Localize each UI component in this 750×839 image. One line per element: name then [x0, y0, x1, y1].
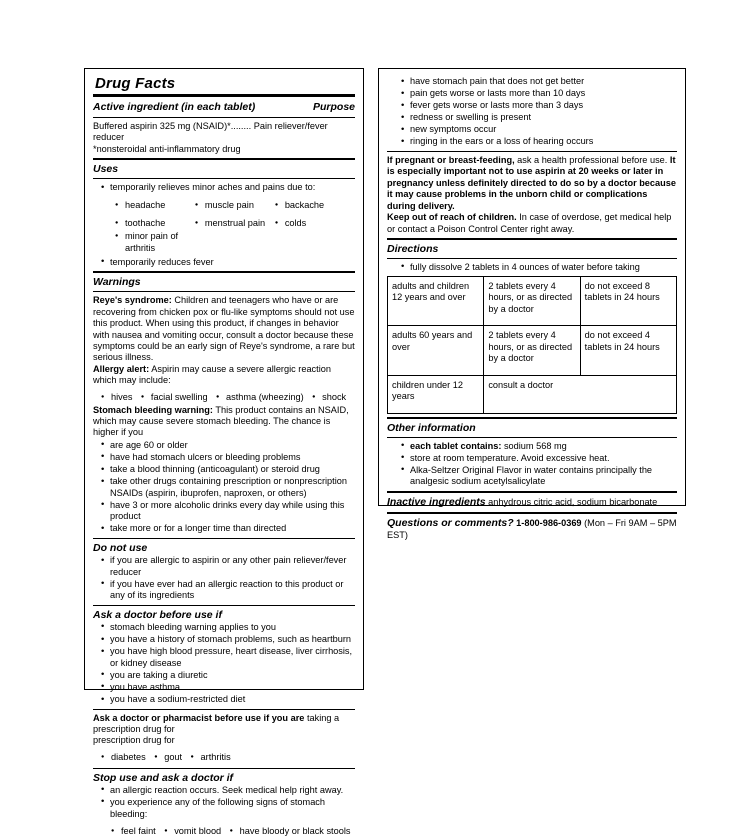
- list-item: ● gout: [154, 752, 182, 764]
- list-item: • temporarily reduces fever: [101, 257, 355, 269]
- list-item: • you have a history of stomach problems, such as heartburn: [101, 634, 355, 646]
- allergy-symptom-list: [101, 387, 355, 405]
- ask-pharmacist-paragraph: [93, 713, 355, 736]
- other-information-list: [387, 441, 677, 488]
- table-cell-dose: consult a doctor: [484, 375, 677, 413]
- questions-phone: 1-800-986-0369: [513, 517, 585, 528]
- bleeding-text: This product contains an NSAID, which may cause severe stomach bleeding. The chance is higher if you: [93, 404, 349, 438]
- page-title: Drug Facts: [95, 75, 176, 92]
- divider-med-r3: [387, 491, 677, 493]
- divider-thin-4: [93, 538, 355, 539]
- active-ingredient-footnote: *nonsteroidal anti-inflammatory drug: [93, 143, 241, 154]
- divider-thin-r3: [387, 437, 677, 438]
- reyes-label: Reye's syndrome:: [93, 295, 172, 306]
- allergy-label: Allergy alert:: [93, 363, 150, 374]
- bleeding-label: Stomach bleeding warning:: [93, 404, 213, 415]
- table-row: [388, 276, 677, 326]
- tablet-contains-value: sodium 568 mg: [501, 440, 567, 451]
- list-item: ● arthritis: [191, 752, 231, 764]
- purpose-heading: Purpose: [312, 101, 355, 113]
- reyes-syndrome-paragraph: [93, 295, 355, 363]
- overdose-text: In case of overdose, get medical help or contact a Poison Control Center right away.: [387, 212, 672, 234]
- list-item: • fully dissolve 2 tablets in 4 ounces of water before taking: [401, 262, 677, 274]
- list-item: ● vomit blood: [164, 826, 221, 838]
- list-item: ● shock: [312, 392, 346, 404]
- prescription-drug-for: prescription drug for: [93, 735, 175, 746]
- stomach-bleeding-signs: [111, 821, 355, 839]
- divider-med-r2: [387, 417, 677, 419]
- active-ingredient-header-row: [93, 100, 355, 114]
- inactive-ingredients-heading: Inactive ingredients: [387, 495, 486, 508]
- divider-thin-1: [93, 117, 355, 118]
- ask-doctor-list: [93, 622, 355, 706]
- list-item: ● diabetes: [101, 752, 146, 764]
- divider-thick: [93, 94, 355, 97]
- dot-leader: ........: [230, 121, 252, 131]
- pregnancy-text-1: ask a health professional before use.: [514, 155, 670, 166]
- list-item: [401, 441, 677, 453]
- do-not-use-heading: Do not use: [93, 542, 148, 555]
- table-cell-dose: 2 tablets every 4 hours, or as directed by a doctor: [484, 276, 580, 326]
- table-cell-dose: 2 tablets every 4 hours, or as directed by a doctor: [484, 326, 580, 376]
- tablet-contains-label: each tablet contains:: [410, 440, 502, 451]
- divider-thin-5: [93, 605, 355, 606]
- list-item: • have had stomach ulcers or bleeding problems: [101, 452, 355, 464]
- ask-pharmacist-tail: taking a prescription drug for: [93, 712, 340, 735]
- dosage-table: [387, 276, 677, 414]
- list-item: ● facial swelling: [141, 392, 208, 404]
- questions-heading: Questions or comments?: [387, 516, 514, 529]
- list-item: ● have bloody or black stools: [230, 826, 351, 838]
- list-item: • an allergic reaction occurs. Seek medical help right away.: [101, 785, 355, 797]
- allergy-text: Aspirin may cause a severe allergic reaction which may include:: [93, 363, 331, 386]
- list-item: • stomach bleeding warning applies to you: [101, 622, 355, 634]
- list-item: • you have high blood pressure, heart disease, liver cirrhosis, or kidney disease: [101, 646, 355, 669]
- list-item: • take a blood thinning (anticoagulant) or steroid drug: [101, 464, 355, 476]
- warnings-heading: Warnings: [93, 276, 141, 289]
- directions-list: [387, 262, 677, 274]
- list-item: • you are taking a diuretic: [101, 670, 355, 682]
- ask-doctor-heading: Ask a doctor before use if: [93, 608, 222, 621]
- list-item: • store at room temperature. Avoid excessive heat.: [401, 453, 677, 465]
- stomach-bleeding-list: [93, 440, 355, 535]
- divider-thin-7: [93, 768, 355, 769]
- list-item: ● backache: [275, 200, 324, 212]
- questions-paragraph: [387, 517, 677, 541]
- list-item: ● minor pain of arthritis: [115, 231, 191, 255]
- pregnancy-bold-mid: It is especially important not to use aspirin at 20 weeks or later in pregnancy unless definitely directed to do so by a doctor because it may cause problems in the unborn child or complications during delivery.: [387, 155, 676, 211]
- list-item: ● headache: [115, 200, 165, 212]
- list-item: • if you have ever had an allergic reaction to this product or any of its ingredients: [101, 579, 355, 602]
- divider-thin-r2: [387, 258, 677, 259]
- stop-use-continued-list: [387, 76, 677, 148]
- list-item: ● toothache: [115, 218, 165, 230]
- list-item: • if you are allergic to aspirin or any other pain reliever/fever reducer: [101, 555, 355, 578]
- active-ingredient-name: Buffered aspirin 325 mg (NSAID)*: [93, 121, 231, 131]
- list-item: • you experience any of the following signs of stomach bleeding:: [101, 797, 355, 820]
- uses-list: [93, 182, 355, 194]
- list-item: ● muscle pain: [195, 200, 254, 212]
- uses-subitems: [115, 195, 355, 256]
- inactive-ingredients-text: anhydrous citric acid, sodium bicarbonate: [485, 496, 658, 507]
- table-cell-age: children under 12 years: [388, 375, 484, 413]
- ask-pharmacist-heading: Ask a doctor or pharmacist before use if you are: [93, 712, 305, 723]
- pregnancy-warning-paragraph: [387, 155, 677, 212]
- stomach-bleeding-paragraph: [93, 405, 355, 439]
- list-item: • temporarily relieves minor aches and pains due to:: [101, 182, 355, 194]
- divider-med-r1: [387, 238, 677, 240]
- list-item: • pain gets worse or lasts more than 10 days: [401, 88, 677, 100]
- divider-thin-3: [93, 291, 355, 292]
- directions-heading: Directions: [387, 242, 439, 255]
- questions-hours: (Mon – Fri 9AM – 5PM EST): [387, 517, 677, 540]
- table-cell-max: do not exceed 4 tablets in 24 hours: [580, 326, 676, 376]
- list-item: • Alka-Seltzer Original Flavor in water contains principally the analgesic sodium acetylsalicylate: [401, 465, 677, 488]
- do-not-use-list: [93, 555, 355, 602]
- list-item: • are age 60 or older: [101, 440, 355, 452]
- inactive-ingredients-paragraph: [387, 496, 677, 509]
- table-cell-max: do not exceed 8 tablets in 24 hours: [580, 276, 676, 326]
- divider-med-1: [93, 158, 355, 160]
- list-item: • fever gets worse or lasts more than 3 days: [401, 100, 677, 112]
- reyes-text: Children and teenagers who have or are recovering from chicken pox or flu-like symptoms should not use this product. When using this product, if changes in behavior with nausea and vomiting occur, consult a doctor because these symptoms could be an early sign of Reye's syndrome, a rare but serious illness.: [93, 295, 355, 363]
- list-item: • you have a sodium-restricted diet: [101, 694, 355, 706]
- purpose-value: Pain reliever/fever reducer: [93, 121, 328, 143]
- drug-facts-left-panel: [84, 68, 364, 837]
- keep-out-of-reach-paragraph: [387, 212, 677, 235]
- list-item: ● colds: [275, 218, 306, 230]
- table-row: [388, 326, 677, 376]
- list-item: • take more or for a longer time than directed: [101, 523, 355, 535]
- list-item: ● asthma (wheezing): [216, 392, 304, 404]
- table-row: [388, 375, 677, 413]
- list-item: ● hives: [101, 392, 132, 404]
- drug-facts-right-panel: [378, 68, 686, 540]
- list-item: ● menstrual pain: [195, 218, 265, 230]
- list-item: • have stomach pain that does not get better: [401, 76, 677, 88]
- pregnancy-bold-lead: If pregnant or breast-feeding,: [387, 155, 515, 166]
- table-cell-age: adults and children 12 years and over: [388, 276, 484, 326]
- list-item: ● feel faint: [111, 826, 156, 838]
- list-item: • you have asthma: [101, 682, 355, 694]
- uses-list-2: [93, 257, 355, 269]
- stop-use-list: [93, 785, 355, 820]
- list-item: • ringing in the ears or a loss of hearing occurs: [401, 136, 677, 148]
- divider-med-r4: [387, 512, 677, 514]
- active-ingredient-line: [93, 121, 355, 144]
- list-item: • redness or swelling is present: [401, 112, 677, 124]
- divider-thin-6: [93, 709, 355, 710]
- keep-out-of-reach-bold: Keep out of reach of children.: [387, 212, 517, 223]
- active-ingredient-heading: Active ingredient (in each tablet): [93, 101, 256, 113]
- allergy-alert-paragraph: [93, 364, 355, 387]
- divider-med-2: [93, 271, 355, 273]
- divider-thin-r1: [387, 151, 677, 152]
- other-information-heading: Other information: [387, 421, 476, 434]
- list-item: • new symptoms occur: [401, 124, 677, 136]
- uses-heading: Uses: [93, 163, 119, 176]
- stop-use-heading: Stop use and ask a doctor if: [93, 771, 234, 784]
- table-cell-age: adults 60 years and over: [388, 326, 484, 376]
- list-item: • have 3 or more alcoholic drinks every day while using this product: [101, 500, 355, 523]
- list-item: • take other drugs containing prescription or nonprescription NSAIDs (aspirin, ibuprofen, naproxen, or others): [101, 476, 355, 499]
- divider-thin-2: [93, 178, 355, 179]
